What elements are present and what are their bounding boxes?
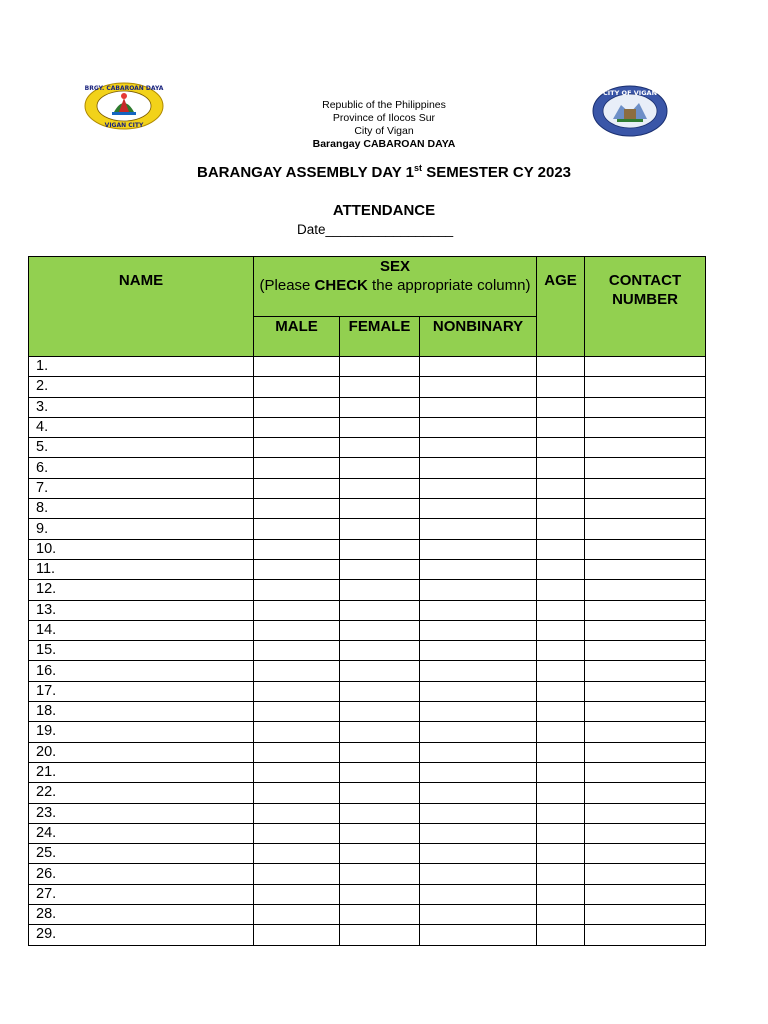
female-cell[interactable] [340, 438, 420, 458]
contact-cell[interactable] [585, 458, 706, 478]
table-row [29, 762, 706, 782]
contact-cell[interactable] [585, 884, 706, 904]
contact-cell[interactable] [585, 559, 706, 579]
name-cell[interactable]: 5. [29, 438, 254, 458]
contact-cell[interactable] [585, 905, 706, 925]
name-cell[interactable]: 10. [29, 539, 254, 559]
title-part1: BARANGAY ASSEMBLY DAY 1 [197, 164, 415, 181]
column-header-name: NAME [29, 257, 254, 357]
name-cell[interactable]: 6. [29, 458, 254, 478]
female-cell[interactable] [340, 864, 420, 884]
table-row [29, 559, 706, 579]
nonbinary-cell[interactable] [420, 864, 537, 884]
contact-cell[interactable] [585, 519, 706, 539]
table-row [29, 438, 706, 458]
age-cell[interactable] [537, 823, 585, 843]
nonbinary-cell[interactable] [420, 499, 537, 519]
contact-cell[interactable] [585, 438, 706, 458]
male-cell[interactable] [254, 600, 340, 620]
female-cell[interactable] [340, 417, 420, 437]
nonbinary-cell[interactable] [420, 458, 537, 478]
sex-label: SEX [379, 258, 410, 275]
contact-cell[interactable] [585, 661, 706, 681]
table-row [29, 499, 706, 519]
male-cell[interactable] [254, 499, 340, 519]
contact-cell[interactable] [585, 397, 706, 417]
contact-cell[interactable] [585, 823, 706, 843]
nonbinary-cell[interactable] [420, 722, 537, 742]
nonbinary-cell[interactable] [420, 478, 537, 498]
male-cell[interactable] [254, 417, 340, 437]
nonbinary-cell[interactable] [420, 762, 537, 782]
female-cell[interactable] [340, 783, 420, 803]
age-cell[interactable] [537, 905, 585, 925]
age-cell[interactable] [537, 864, 585, 884]
male-cell[interactable] [254, 864, 340, 884]
contact-cell[interactable] [585, 377, 706, 397]
name-cell[interactable]: 16. [29, 661, 254, 681]
female-cell[interactable] [340, 458, 420, 478]
contact-cell[interactable] [585, 641, 706, 661]
female-cell[interactable] [340, 762, 420, 782]
age-cell[interactable] [537, 559, 585, 579]
contact-cell[interactable] [585, 580, 706, 600]
male-cell[interactable] [254, 884, 340, 904]
name-cell[interactable]: 8. [29, 499, 254, 519]
age-cell[interactable] [537, 580, 585, 600]
name-cell[interactable]: 20. [29, 742, 254, 762]
nonbinary-cell[interactable] [420, 357, 537, 377]
letterhead-city: City of Vigan [354, 125, 414, 137]
male-cell[interactable] [254, 661, 340, 681]
nonbinary-cell[interactable] [420, 844, 537, 864]
letterhead [0, 99, 768, 151]
age-cell[interactable] [537, 397, 585, 417]
female-cell[interactable] [340, 661, 420, 681]
date-field[interactable]: Date_________________ [297, 222, 454, 237]
female-cell[interactable] [340, 803, 420, 823]
table-row [29, 478, 706, 498]
female-cell[interactable] [340, 884, 420, 904]
table-row [29, 783, 706, 803]
table-row [29, 357, 706, 377]
contact-cell[interactable] [585, 600, 706, 620]
male-cell[interactable] [254, 722, 340, 742]
male-cell[interactable] [254, 519, 340, 539]
age-cell[interactable] [537, 803, 585, 823]
table-row [29, 803, 706, 823]
nonbinary-cell[interactable] [420, 783, 537, 803]
age-cell[interactable] [537, 783, 585, 803]
nonbinary-cell[interactable] [420, 803, 537, 823]
male-cell[interactable] [254, 397, 340, 417]
female-cell[interactable] [340, 559, 420, 579]
name-cell[interactable]: 29. [29, 925, 254, 945]
name-cell[interactable]: 24. [29, 823, 254, 843]
male-cell[interactable] [254, 357, 340, 377]
male-cell[interactable] [254, 742, 340, 762]
svg-text:VIGAN CITY: VIGAN CITY [104, 122, 144, 129]
nonbinary-cell[interactable] [420, 377, 537, 397]
column-header-sex [254, 257, 537, 317]
name-cell[interactable]: 21. [29, 762, 254, 782]
table-row [29, 925, 706, 945]
table-row [29, 417, 706, 437]
age-cell[interactable] [537, 620, 585, 640]
name-cell[interactable]: 26. [29, 864, 254, 884]
table-row [29, 722, 706, 742]
male-cell[interactable] [254, 844, 340, 864]
nonbinary-cell[interactable] [420, 661, 537, 681]
nonbinary-cell[interactable] [420, 438, 537, 458]
male-cell[interactable] [254, 762, 340, 782]
age-cell[interactable] [537, 681, 585, 701]
age-cell[interactable] [537, 539, 585, 559]
column-header-male: MALE [254, 317, 340, 357]
sex-instruction [254, 276, 536, 295]
male-cell[interactable] [254, 641, 340, 661]
male-cell[interactable] [254, 823, 340, 843]
contact-cell[interactable] [585, 742, 706, 762]
name-cell[interactable]: 27. [29, 884, 254, 904]
table-row [29, 641, 706, 661]
table-row [29, 864, 706, 884]
title-superscript: st [414, 163, 423, 173]
nonbinary-cell[interactable] [420, 539, 537, 559]
female-cell[interactable] [340, 742, 420, 762]
female-cell[interactable] [340, 681, 420, 701]
svg-text:BRGY. CABAROAN DAYA: BRGY. CABAROAN DAYA [84, 85, 164, 92]
female-cell[interactable] [340, 397, 420, 417]
letterhead-province: Province of Ilocos Sur [332, 112, 436, 124]
table-row [29, 823, 706, 843]
female-cell[interactable] [340, 499, 420, 519]
contact-cell[interactable] [585, 357, 706, 377]
male-cell[interactable] [254, 803, 340, 823]
nonbinary-cell[interactable] [420, 620, 537, 640]
contact-cell[interactable] [585, 864, 706, 884]
nonbinary-cell[interactable] [420, 905, 537, 925]
male-cell[interactable] [254, 681, 340, 701]
table-row [29, 600, 706, 620]
column-header-female: FEMALE [340, 317, 420, 357]
nonbinary-cell[interactable] [420, 925, 537, 945]
female-cell[interactable] [340, 519, 420, 539]
table-row [29, 702, 706, 722]
contact-cell[interactable] [585, 702, 706, 722]
age-cell[interactable] [537, 417, 585, 437]
male-cell[interactable] [254, 539, 340, 559]
name-cell[interactable]: 11. [29, 559, 254, 579]
female-cell[interactable] [340, 478, 420, 498]
male-cell[interactable] [254, 478, 340, 498]
female-cell[interactable] [340, 357, 420, 377]
age-cell[interactable] [537, 722, 585, 742]
name-cell[interactable]: 4. [29, 417, 254, 437]
female-cell[interactable] [340, 722, 420, 742]
contact-cell[interactable] [585, 925, 706, 945]
table-row [29, 661, 706, 681]
male-cell[interactable] [254, 702, 340, 722]
age-cell[interactable] [537, 762, 585, 782]
svg-text:CITY OF VIGAN: CITY OF VIGAN [602, 89, 658, 97]
table-row [29, 539, 706, 559]
age-cell[interactable] [537, 641, 585, 661]
female-cell[interactable] [340, 844, 420, 864]
letterhead-barangay: Barangay CABAROAN DAYA [312, 138, 456, 150]
letterhead-country: Republic of the Philippines [322, 99, 446, 111]
age-cell[interactable] [537, 884, 585, 904]
female-cell[interactable] [340, 925, 420, 945]
sex-note-pre: (Please [259, 277, 315, 294]
female-cell[interactable] [340, 905, 420, 925]
female-cell[interactable] [340, 600, 420, 620]
name-cell[interactable]: 18. [29, 702, 254, 722]
nonbinary-cell[interactable] [420, 397, 537, 417]
female-cell[interactable] [340, 620, 420, 640]
age-cell[interactable] [537, 844, 585, 864]
name-cell[interactable]: 22. [29, 783, 254, 803]
female-cell[interactable] [340, 702, 420, 722]
male-cell[interactable] [254, 925, 340, 945]
document-title [0, 163, 768, 181]
table-row [29, 742, 706, 762]
column-header-contact: CONTACT NUMBER [585, 257, 706, 357]
nonbinary-cell[interactable] [420, 641, 537, 661]
age-cell[interactable] [537, 499, 585, 519]
age-cell[interactable] [537, 600, 585, 620]
age-cell[interactable] [537, 458, 585, 478]
male-cell[interactable] [254, 458, 340, 478]
name-cell[interactable]: 2. [29, 377, 254, 397]
male-cell[interactable] [254, 580, 340, 600]
nonbinary-cell[interactable] [420, 580, 537, 600]
nonbinary-cell[interactable] [420, 702, 537, 722]
male-cell[interactable] [254, 620, 340, 640]
name-cell[interactable]: 12. [29, 580, 254, 600]
name-cell[interactable]: 1. [29, 357, 254, 377]
nonbinary-cell[interactable] [420, 681, 537, 701]
table-row [29, 519, 706, 539]
table-row [29, 884, 706, 904]
name-cell[interactable]: 19. [29, 722, 254, 742]
name-cell[interactable]: 17. [29, 681, 254, 701]
age-cell[interactable] [537, 357, 585, 377]
name-cell[interactable]: 3. [29, 397, 254, 417]
name-cell[interactable]: 9. [29, 519, 254, 539]
contact-cell[interactable] [585, 844, 706, 864]
male-cell[interactable] [254, 559, 340, 579]
table-row [29, 458, 706, 478]
name-cell[interactable]: 23. [29, 803, 254, 823]
age-cell[interactable] [537, 742, 585, 762]
nonbinary-cell[interactable] [420, 559, 537, 579]
table-row [29, 377, 706, 397]
name-cell[interactable]: 28. [29, 905, 254, 925]
contact-cell[interactable] [585, 539, 706, 559]
nonbinary-cell[interactable] [420, 823, 537, 843]
attendance-heading: ATTENDANCE [332, 202, 436, 219]
female-cell[interactable] [340, 539, 420, 559]
age-cell[interactable] [537, 925, 585, 945]
contact-cell[interactable] [585, 620, 706, 640]
nonbinary-cell[interactable] [420, 742, 537, 762]
contact-cell[interactable] [585, 803, 706, 823]
name-cell[interactable]: 7. [29, 478, 254, 498]
contact-cell[interactable] [585, 783, 706, 803]
table-row [29, 580, 706, 600]
table-row [29, 905, 706, 925]
table-row [29, 681, 706, 701]
table-row [29, 620, 706, 640]
name-cell[interactable]: 13. [29, 600, 254, 620]
table-row [29, 397, 706, 417]
table-row [29, 844, 706, 864]
nonbinary-cell[interactable] [420, 519, 537, 539]
nonbinary-cell[interactable] [420, 884, 537, 904]
male-cell[interactable] [254, 905, 340, 925]
column-header-nonbinary: NONBINARY [420, 317, 537, 357]
title-part2: SEMESTER CY 2023 [422, 164, 571, 181]
contact-cell[interactable] [585, 762, 706, 782]
contact-cell[interactable] [585, 722, 706, 742]
male-cell[interactable] [254, 438, 340, 458]
age-cell[interactable] [537, 377, 585, 397]
female-cell[interactable] [340, 377, 420, 397]
name-cell[interactable]: 15. [29, 641, 254, 661]
age-cell[interactable] [537, 702, 585, 722]
sex-note-post: the appropriate column) [367, 277, 531, 294]
contact-cell[interactable] [585, 681, 706, 701]
contact-cell[interactable] [585, 417, 706, 437]
contact-cell[interactable] [585, 499, 706, 519]
age-cell[interactable] [537, 438, 585, 458]
male-cell[interactable] [254, 377, 340, 397]
contact-cell[interactable] [585, 478, 706, 498]
column-header-age: AGE [537, 257, 585, 357]
female-cell[interactable] [340, 580, 420, 600]
name-cell[interactable]: 14. [29, 620, 254, 640]
nonbinary-cell[interactable] [420, 417, 537, 437]
male-cell[interactable] [254, 783, 340, 803]
attendance-table [28, 256, 706, 946]
female-cell[interactable] [340, 641, 420, 661]
age-cell[interactable] [537, 519, 585, 539]
age-cell[interactable] [537, 661, 585, 681]
age-cell[interactable] [537, 478, 585, 498]
sex-note-bold: CHECK [314, 277, 368, 294]
female-cell[interactable] [340, 823, 420, 843]
name-cell[interactable]: 25. [29, 844, 254, 864]
nonbinary-cell[interactable] [420, 600, 537, 620]
